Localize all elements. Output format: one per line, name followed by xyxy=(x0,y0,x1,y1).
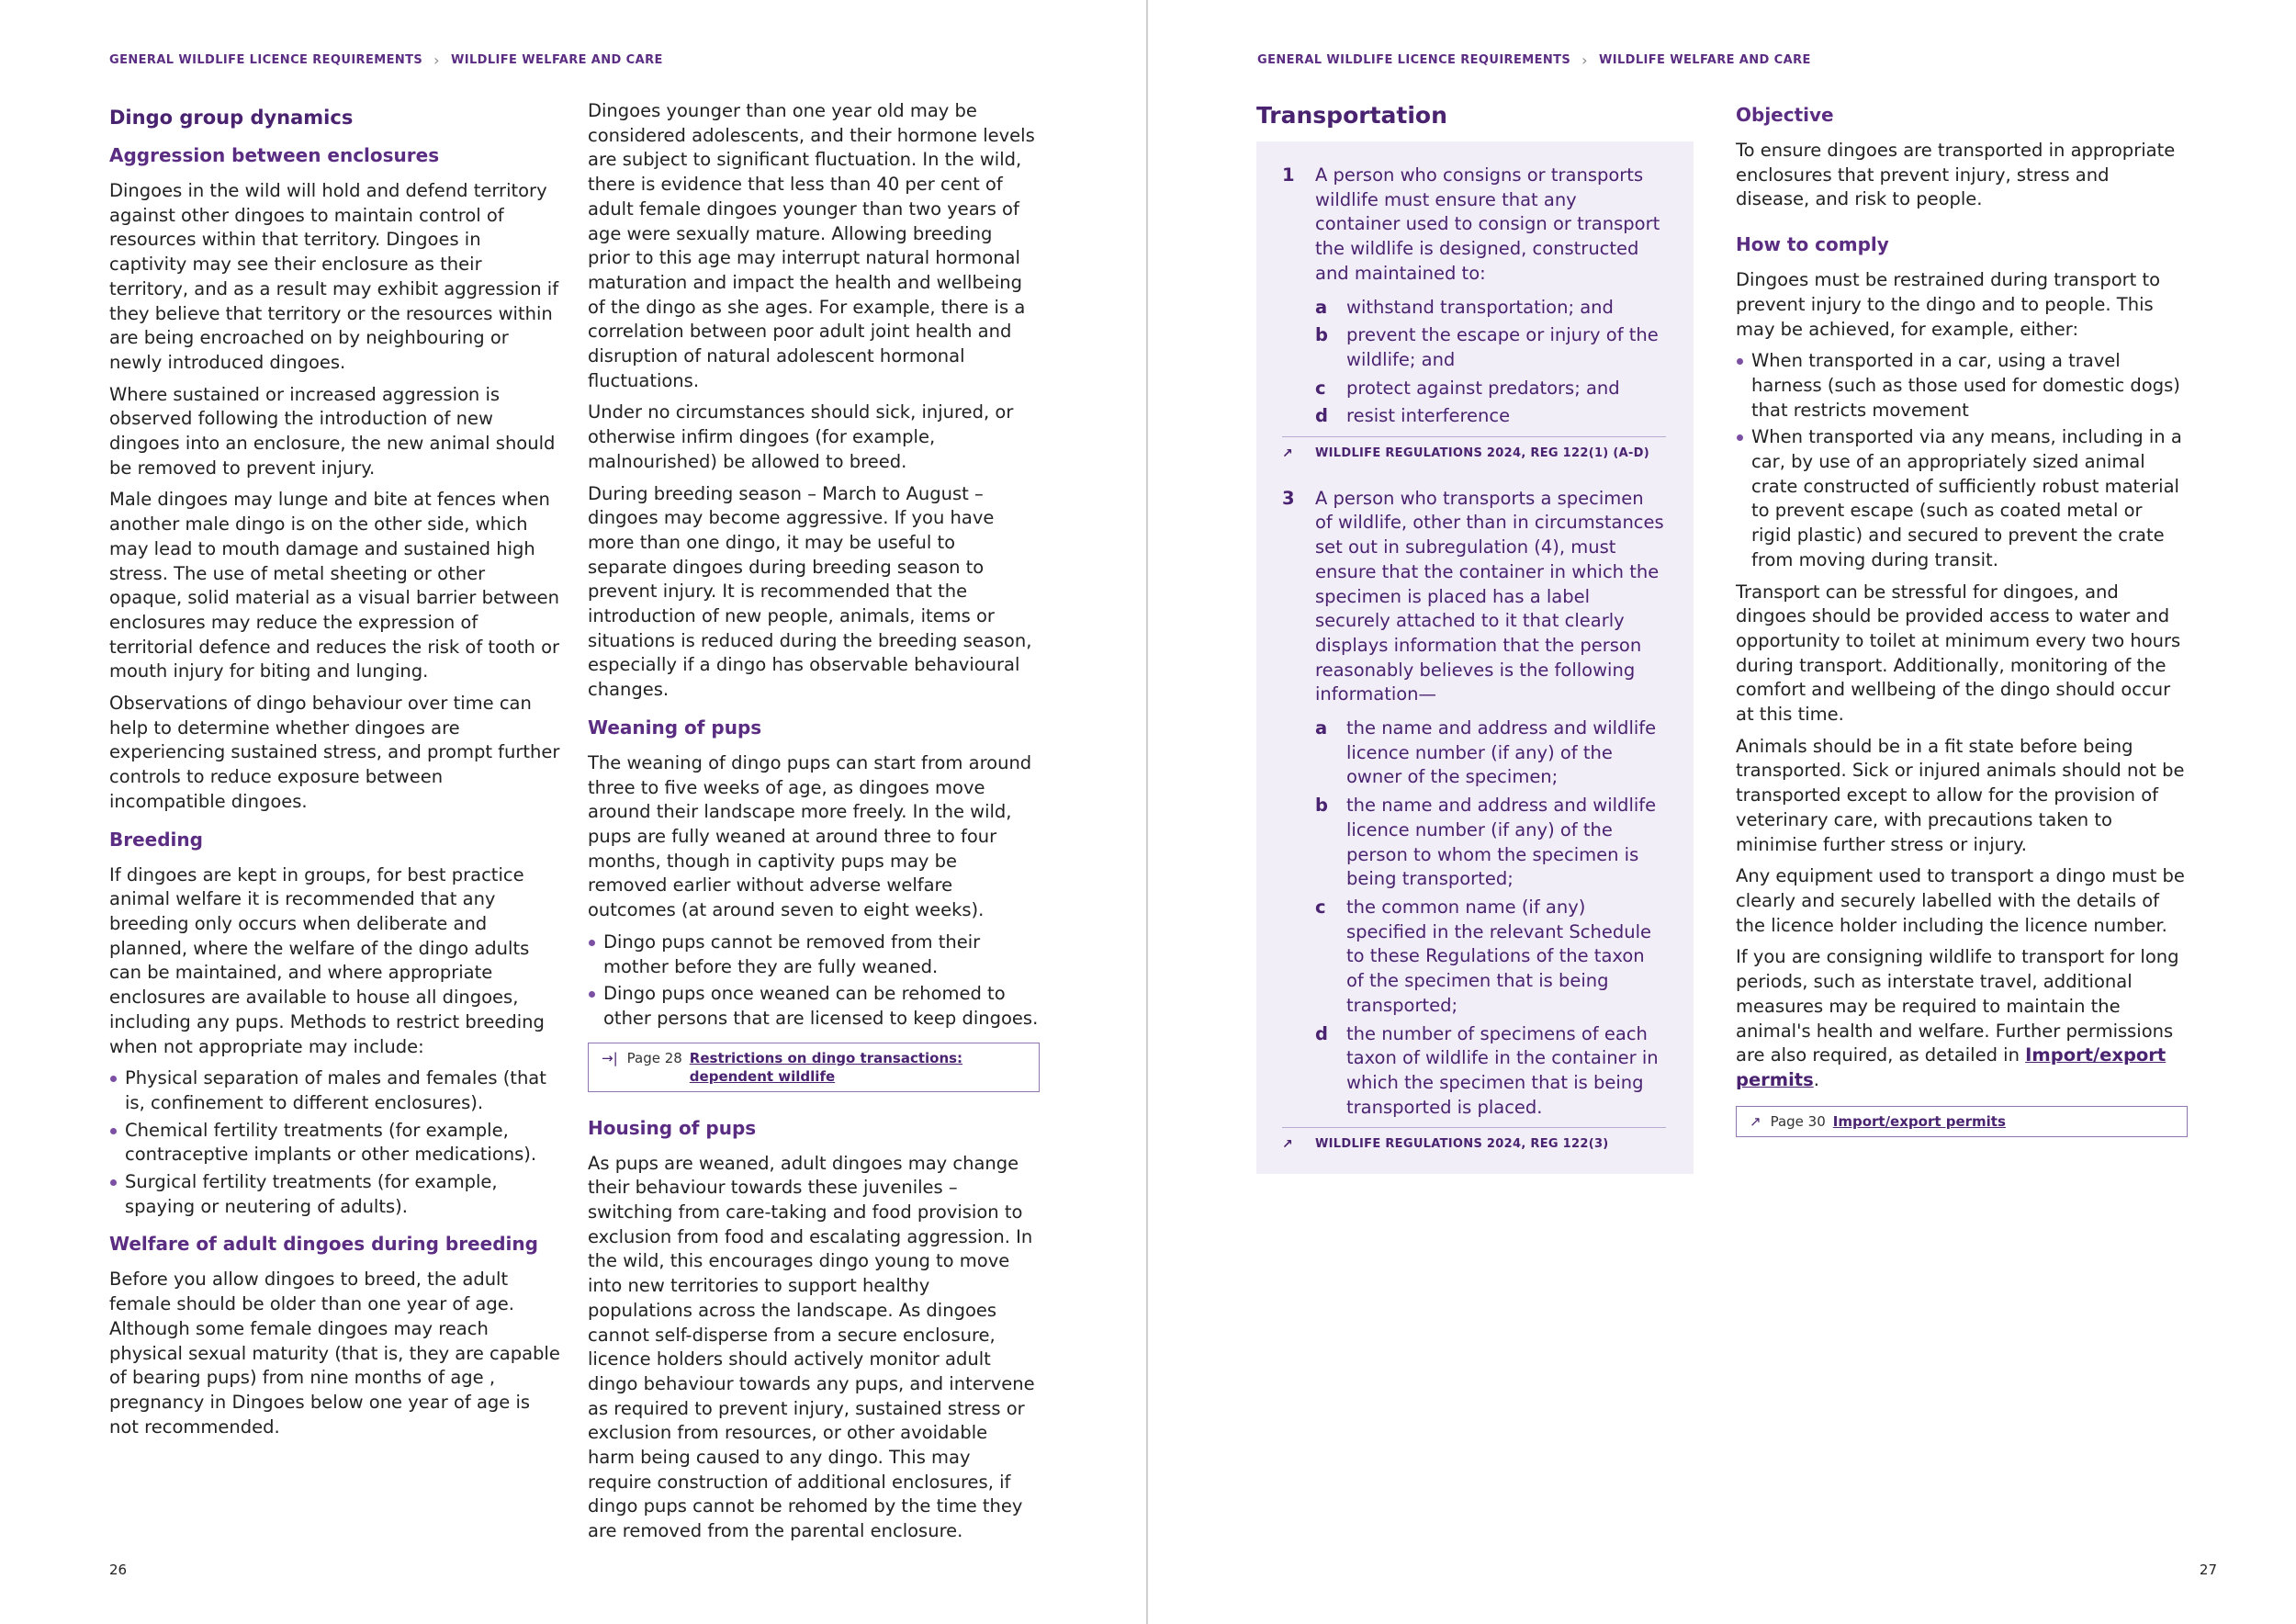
clause-item xyxy=(1315,794,1666,892)
weaning-list xyxy=(588,930,1040,1032)
chevron-right-icon: › xyxy=(433,51,440,69)
clause-number: 3 xyxy=(1282,487,1295,509)
right-column-1 xyxy=(1256,99,1694,1174)
breeding-methods-list xyxy=(109,1066,561,1219)
paragraph: Dingoes must be restrained during transport to prevent injury to the dingo and to people. This may be achieved, for example, either: xyxy=(1736,269,2161,340)
cross-reference-box[interactable] xyxy=(588,1043,1040,1092)
breadcrumb-section[interactable]: GENERAL WILDLIFE LICENCE REQUIREMENTS xyxy=(109,53,423,67)
clause-item-text: the common name (if any) specified in the relevant Schedule to these Regulations of the taxon of the specimen that is being transported; xyxy=(1346,896,1652,1016)
regulation-clause xyxy=(1282,487,1666,707)
paragraph xyxy=(1736,945,2188,1092)
paragraph: Animals should be in a fit state before being transported. Sick or injured animals should not be transported except to allow for the provision of veterinary care, with precautions taken to minimise further stress or injury. xyxy=(1736,735,2185,855)
list-item: Dingo pups once weaned can be rehomed to other persons that are licensed to keep dingoes. xyxy=(588,982,1040,1031)
left-column-2 xyxy=(588,99,1040,1551)
breadcrumb xyxy=(1257,51,1811,69)
heading-transportation: Transportation xyxy=(1256,102,1447,129)
list-item: Physical separation of males and females (that is, confinement to different enclosures). xyxy=(109,1066,561,1115)
external-link-icon: ↗ xyxy=(1750,1112,1761,1130)
clause-item-letter: a xyxy=(1315,296,1328,318)
page-number: 27 xyxy=(2199,1562,2217,1578)
breadcrumb-subsection[interactable]: WILDLIFE WELFARE AND CARE xyxy=(1598,53,1811,67)
subheading-objective: Objective xyxy=(1736,104,1834,126)
clause-item-text: prevent the escape or injury of the wildlife; and xyxy=(1346,324,1659,370)
clause-item-letter: d xyxy=(1315,405,1328,427)
clause-item-text: resist interference xyxy=(1346,405,1511,427)
clause-item xyxy=(1315,404,1666,429)
external-link-icon: ↗ xyxy=(1282,1137,1294,1153)
subheading-aggression: Aggression between enclosures xyxy=(109,144,440,166)
list-item: Dingo pups cannot be removed from their mother before they are fully weaned. xyxy=(588,930,1040,979)
clause-item-text: the name and address and wildlife licence number (if any) of the person to whom the specimen is being transported; xyxy=(1346,795,1657,890)
clause-item-text: withstand transportation; and xyxy=(1346,296,1614,318)
paragraph: During breeding season – March to August – dingoes may become aggressive. If you have more than one dingo, it may be useful to separate dingoes during breeding season to prevent injury. It is recommended that the introduction of new people, animals, items or situations is reduced during the breeding season, especially if a dingo has observable behavioural changes. xyxy=(588,482,1032,701)
clause-item xyxy=(1315,377,1666,401)
paragraph: Transport can be stressful for dingoes, and dingoes should be provided access to water and opportunity to toilet at minimum every two hours during transport. Additionally, monitoring of the comfort and wellbeing of the dingo should occur at this time. xyxy=(1736,581,2181,726)
xref-link-import-export[interactable]: Import/export permits xyxy=(1832,1112,2006,1130)
xref-link-dingo-transactions[interactable] xyxy=(690,1049,962,1086)
clause-text: A person who consigns or transports wildlife must ensure that any container used to consign or transport the wildlife is designed, constructed and maintained to: xyxy=(1315,164,1660,284)
subheading-housing: Housing of pups xyxy=(588,1116,757,1139)
paragraph-text: . xyxy=(1813,1068,1819,1090)
page-number: 26 xyxy=(109,1562,128,1578)
clause-text: A person who transports a specimen of wildlife, other than in circumstances set out in subregulation (4), must ensure that the container in which the specimen is placed has a label securely attached to it that clearly displays information that the person reasonably believes is the following information— xyxy=(1315,487,1664,705)
regulation-clause xyxy=(1282,164,1666,287)
breadcrumb-subsection[interactable]: WILDLIFE WELFARE AND CARE xyxy=(450,53,663,67)
paragraph: Under no circumstances should sick, injured, or otherwise infirm dingoes (for example, malnourished) be allowed to breed. xyxy=(588,401,1014,472)
right-column-2 xyxy=(1736,99,2188,1161)
clause-item-letter: d xyxy=(1315,1022,1328,1044)
import-export-permits-link[interactable]: Import/export permits xyxy=(1736,1044,2167,1090)
clause-number: 1 xyxy=(1282,164,1295,186)
clause-item-letter: c xyxy=(1315,896,1326,918)
clause-item-letter: b xyxy=(1315,324,1328,346)
list-item: When transported in a car, using a travel harness (such as those used for domestic dogs) that restricts movement xyxy=(1736,349,2188,423)
xref-link-line: Restrictions on dingo transactions: xyxy=(689,1049,963,1066)
paragraph: Observations of dingo behaviour over time can help to determine whether dingoes are experiencing sustained stress, and prompt further controls to reduce exposure between incompatible dingoes. xyxy=(109,693,560,812)
arrow-to-bar-icon: →| xyxy=(602,1049,618,1066)
subheading-how-to-comply: How to comply xyxy=(1736,233,1889,256)
xref-page-number: Page 28 xyxy=(626,1049,682,1066)
clause-item xyxy=(1315,896,1666,1019)
clause-item-letter: b xyxy=(1315,795,1328,817)
clause-item xyxy=(1315,323,1666,372)
external-link-icon: ↗ xyxy=(1282,446,1294,462)
list-item: When transported via any means, including in a car, by use of an appropriately sized animal crate constructed of sufficiently robust material to prevent escape (such as coated metal or rigid plastic) and secured to prevent the crate from moving during transit. xyxy=(1736,425,2188,572)
clause-item xyxy=(1315,1022,1666,1121)
paragraph: Dingoes younger than one year old may be considered adolescents, and their hormone levels are subject to significant fluctuation. In the wild, there is evidence that less than 40 per cent of adult female dingoes younger than two years of age were sexually mature. Allowing breeding prior to this age may interrupt natural hormonal maturation and impact the health and wellbeing of the dingo as she ages. For example, there is a correlation between poor adult joint health and disruption of natural adolescent hormonal fluctuations. xyxy=(588,100,1035,391)
regulation-reference[interactable] xyxy=(1282,1127,1666,1157)
clause-item xyxy=(1315,296,1666,321)
restraint-options-list xyxy=(1736,349,2188,572)
paragraph: Any equipment used to transport a dingo must be clearly and securely labelled with the details of the licence holder including the licence number. xyxy=(1736,865,2185,936)
subheading-welfare-breeding: Welfare of adult dingoes during breeding xyxy=(109,1233,538,1256)
xref-page-number: Page 30 xyxy=(1770,1112,1826,1130)
paragraph: To ensure dingoes are transported in appropriate enclosures that prevent injury, stress and disease, and risk to people. xyxy=(1736,140,2176,210)
paragraph: Where sustained or increased aggression is observed following the introduction of new dingoes into an enclosure, the new animal should be removed to prevent injury. xyxy=(109,383,556,479)
breadcrumb-section[interactable]: GENERAL WILDLIFE LICENCE REQUIREMENTS xyxy=(1257,53,1571,67)
regulation-reference-text: WILDLIFE REGULATIONS 2024, REG 122(1) (A-D) xyxy=(1315,446,1649,461)
xref-link-line: dependent wildlife xyxy=(689,1067,836,1085)
paragraph: As pups are weaned, adult dingoes may change their behaviour towards these juveniles – switching from care-taking and food provision to exclusion from food and escalating aggression. In the wild, this encourages dingo young to move into new territories to support healthy populations across the landscape. As dingoes cannot self-disperse from a secure enclosure, licence holders should actively monitor adult dingo behaviour towards any pups, and intervene as required to prevent injury, sustained stress or exclusion from resources, or other avoidable harm being caused to any dingo. This may require construction of additional enclosures, if dingo pups cannot be rehomed by the time they are removed from the parental enclosure. xyxy=(588,1152,1035,1542)
heading-dingo-group-dynamics: Dingo group dynamics xyxy=(109,107,354,129)
clause-item-letter: a xyxy=(1315,717,1328,739)
paragraph: Before you allow dingoes to breed, the adult female should be older than one year of age. Although some female dingoes may reach physical sexual maturity (that is, they are capable of bearing pups) from nine months of age , pregnancy in Dingoes below one year of age is not recommended. xyxy=(109,1269,560,1438)
paragraph-text: If you are consigning wildlife to transport for long periods, such as interstate travel, additional measures may be required to maintain the animal's health and welfare. Further permissions are also required, as detailed in xyxy=(1736,946,2179,1066)
page-27 xyxy=(1148,0,2296,1624)
paragraph: If dingoes are kept in groups, for best practice animal welfare it is recommended that any breeding only occurs when deliberate and planned, where the welfare of the dingo adults can be maintained, and where appropriate enclosures are available to house all dingoes, including any pups. Methods to restrict breeding when not appropriate may include: xyxy=(109,863,545,1057)
list-item: Chemical fertility treatments (for example, contraceptive implants or other medications). xyxy=(109,1119,561,1167)
clause-item-text: the number of specimens of each taxon of wildlife in the container in which the specimen that is being transported is placed. xyxy=(1346,1022,1659,1118)
cross-reference-box[interactable] xyxy=(1736,1106,2188,1137)
subheading-weaning: Weaning of pups xyxy=(588,716,762,739)
paragraph: Dingoes in the wild will hold and defend territory against other dingoes to maintain control of resources within that territory. Dingoes in captivity may see their enclosure as their territory, and as a result may exhibit aggression if they believe that territory or the resources within are being encroached on by neighbouring or newly introduced dingoes. xyxy=(109,180,559,373)
clause-item-text: the name and address and wildlife licence number (if any) of the owner of the specimen; xyxy=(1346,717,1657,788)
regulation-box xyxy=(1256,141,1694,1174)
clause-item-text: protect against predators; and xyxy=(1346,377,1620,399)
left-column-1 xyxy=(109,99,561,1447)
breadcrumb xyxy=(109,51,663,69)
regulation-reference-text: WILDLIFE REGULATIONS 2024, REG 122(3) xyxy=(1315,1137,1609,1152)
chevron-right-icon: › xyxy=(1581,51,1588,69)
paragraph: The weaning of dingo pups can start from around three to five weeks of age, as dingoes move around their landscape more freely. In the wild, pups are fully weaned at around three to four months, though in captivity pups may be removed earlier without adverse welfare outcomes (at around seven to eight weeks). xyxy=(588,751,1032,921)
clause-item xyxy=(1315,716,1666,790)
regulation-reference[interactable] xyxy=(1282,436,1666,467)
clause-item-letter: c xyxy=(1315,377,1326,399)
subheading-breeding: Breeding xyxy=(109,828,203,851)
list-item: Surgical fertility treatments (for example, spaying or neutering of adults). xyxy=(109,1170,561,1219)
paragraph: Male dingoes may lunge and bite at fences when another male dingo is on the other side, which may lead to mouth damage and sustained high stress. The use of metal sheeting or other opaque, solid material as a visual barrier between enclosures may reduce the expression of territorial defence and reduces the risk of tooth or mouth injury for biting and lunging. xyxy=(109,489,560,682)
